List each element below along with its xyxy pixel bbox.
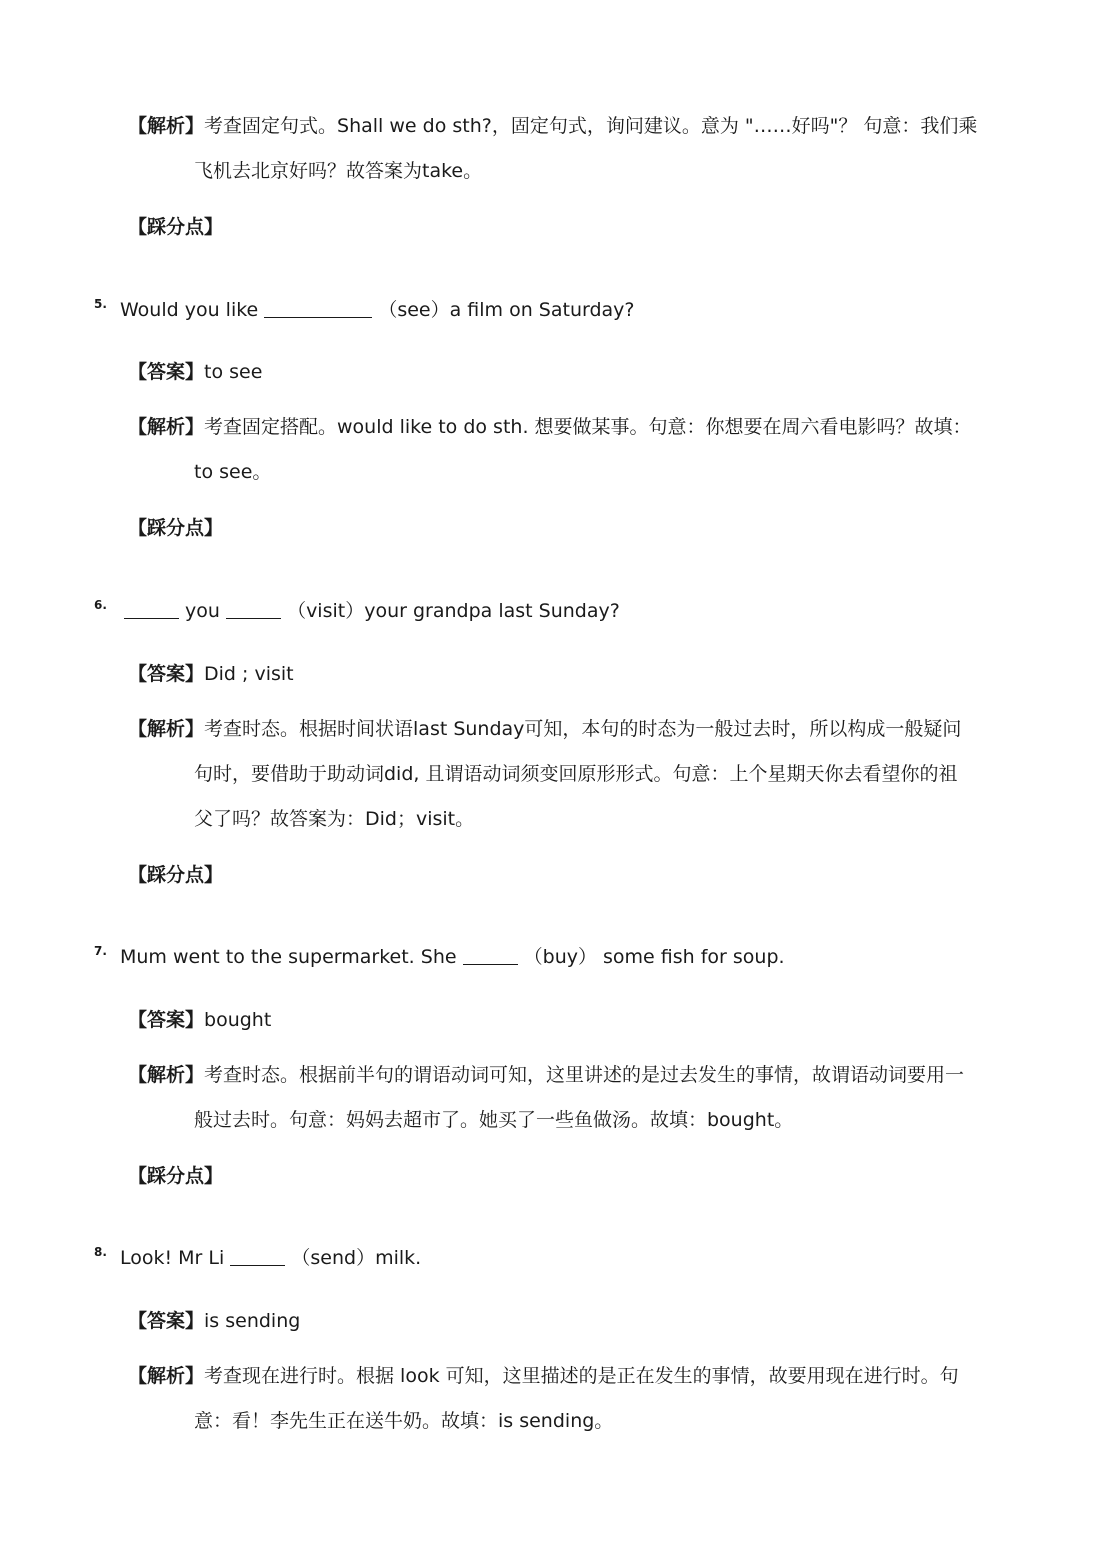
q8-analysis: [128, 1364, 959, 1388]
q8-analysis-line1: 考查现在进行时。根据 look 可知，这里描述的是正在发生的事情，故要用现在进行时。句: [204, 1365, 959, 1387]
q6-analysis-line3: 父了吗？故答案为：Did；visit。: [194, 808, 475, 830]
q8-answer-text: is sending: [204, 1310, 301, 1332]
q6-blank-2[interactable]: [226, 600, 281, 619]
q6-question: [124, 599, 620, 623]
q5-analysis-line1: 考查固定搭配。would like to do sth. 想要做某事。句意：你想要在周六看电影吗？故填：: [204, 416, 972, 438]
answer-label: 【答案】: [128, 1009, 205, 1031]
q7-analysis: [128, 1063, 964, 1087]
q7-answer: [128, 1008, 271, 1032]
analysis-label: 【解析】: [128, 115, 205, 137]
q5-analysis-line2: to see。: [194, 461, 272, 483]
analysis-label: 【解析】: [128, 416, 205, 438]
points-label: 【踩分点】: [128, 1165, 224, 1187]
q5-number: 5.: [94, 297, 107, 311]
answer-label: 【答案】: [128, 1310, 205, 1332]
q4-analysis-line2: 飞机去北京好吗？故答案为take。: [194, 160, 483, 182]
points-label: 【踩分点】: [128, 864, 224, 886]
q7-analysis-line1: 考查时态。根据前半句的谓语动词可知，这里讲述的是过去发生的事情，故谓语动词要用一: [204, 1064, 965, 1086]
q5-question: [120, 298, 635, 322]
q5-blank[interactable]: [264, 299, 372, 318]
q5-answer: [128, 360, 262, 384]
q5-answer-text: to see: [204, 361, 263, 383]
analysis-label: 【解析】: [128, 1365, 205, 1387]
q7-analysis-line2: 般过去时。句意：妈妈去超市了。她买了一些鱼做汤。故填：bought。: [194, 1109, 794, 1131]
q6-text-middle: you: [185, 600, 220, 622]
q7-number: 7.: [94, 944, 107, 958]
q5-points: [128, 516, 223, 540]
q6-answer: [128, 662, 294, 686]
q7-answer-text: bought: [204, 1009, 272, 1031]
answer-label: 【答案】: [128, 663, 205, 685]
q7-points: [128, 1164, 223, 1188]
answer-label: 【答案】: [128, 361, 205, 383]
q8-text-after: （send）milk.: [291, 1247, 422, 1269]
q6-analysis: [128, 717, 961, 741]
q8-blank[interactable]: [230, 1247, 285, 1266]
q4-points: [128, 215, 223, 239]
q7-text-after: （buy） some fish for soup.: [523, 946, 785, 968]
q6-analysis-line2: 句时，要借助于助动词did, 且谓语动词须变回原形形式。句意：上个星期天你去看望你的祖: [194, 763, 958, 785]
q8-analysis-line2: 意：看！李先生正在送牛奶。故填：is sending。: [194, 1410, 614, 1432]
q7-text-before: Mum went to the supermarket. She: [120, 946, 457, 968]
q4-analysis-line1: 考查固定句式。Shall we do sth?，固定句式，询问建议。意为 "……好吗"？ 句意：我们乘: [204, 115, 978, 137]
q6-answer-text: Did ; visit: [204, 663, 294, 685]
q6-analysis-line1: 考查时态。根据时间状语last Sunday可知，本句的时态为一般过去时，所以构成一般疑问: [204, 718, 962, 740]
q4-analysis: [128, 114, 977, 138]
points-label: 【踩分点】: [128, 216, 224, 238]
points-label: 【踩分点】: [128, 517, 224, 539]
q6-text-after: （visit）your grandpa last Sunday?: [287, 600, 620, 622]
q8-question: [120, 1246, 421, 1270]
q8-number: 8.: [94, 1245, 107, 1259]
q8-text-before: Look! Mr Li: [120, 1247, 225, 1269]
q7-blank[interactable]: [463, 946, 518, 965]
q8-answer: [128, 1309, 300, 1333]
q5-analysis: [128, 415, 972, 439]
q6-blank-1[interactable]: [124, 600, 179, 619]
q5-text-after: （see）a film on Saturday?: [378, 299, 635, 321]
analysis-label: 【解析】: [128, 1064, 205, 1086]
q6-points: [128, 863, 223, 887]
q6-number: 6.: [94, 598, 107, 612]
q7-question: [120, 945, 785, 969]
analysis-label: 【解析】: [128, 718, 205, 740]
q5-text-before: Would you like: [120, 299, 259, 321]
